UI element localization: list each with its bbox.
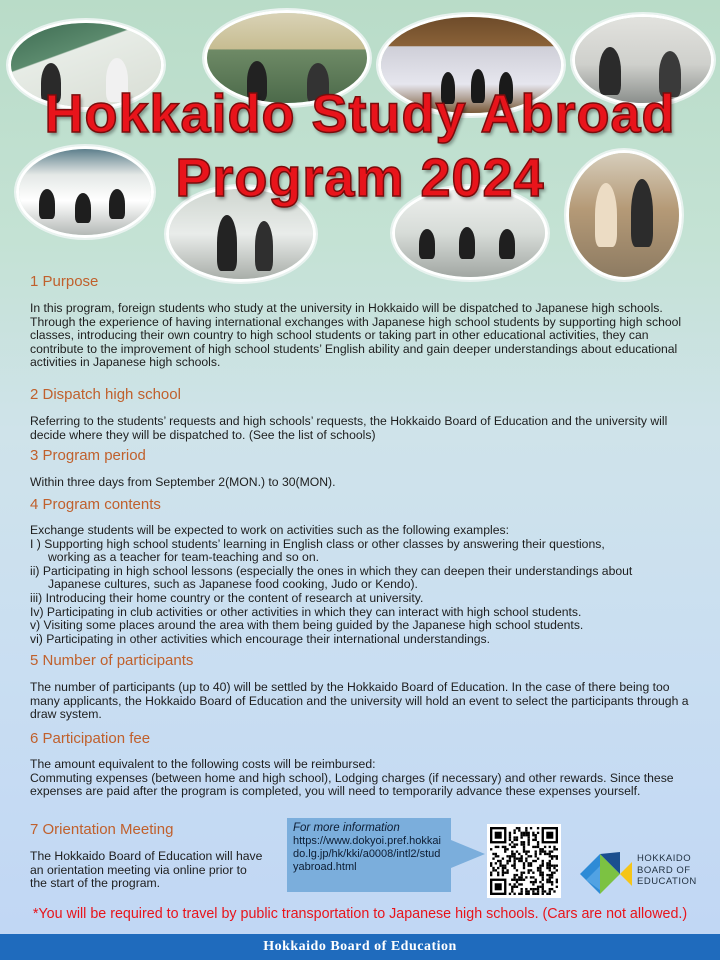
page-title-line-2: Program 2024 [175,148,545,208]
qr-code-pattern [490,827,558,895]
info-pointer-arrow [451,840,485,868]
contents-item-4: Iv) Participating in club activities or other activities in which they can interact with high school students. [30,604,582,619]
page-title-line-1: Hokkaido Study Abroad [44,84,676,144]
section-heading-orientation: 7 Orientation Meeting [30,821,174,838]
logo-text-line-2: BOARD OF [637,864,691,876]
contents-item-2: ii) Participating in high school lessons (especially the ones in which they can deepen their understandings about [30,563,633,578]
more-info-label: For more information [293,822,400,834]
contents-item-3: iii) Introducing their home country or the content of research at university. [30,590,424,605]
section-heading-participants: 5 Number of participants [30,652,194,669]
section-heading-purpose: 1 Purpose [30,273,99,290]
section-heading-dispatch: 2 Dispatch high school [30,386,181,403]
section-body-dispatch: Referring to the students’ requests and high schools’ requests, the Hokkaido Board of Education and the university will decide where they will be dispatched to. (See the list of schools) [30,414,668,442]
section-body-participants: The number of participants (up to 40) will be settled by the Hokkaido Board of Education. In the case of there being too many applicants, the Hokkaido Board of Education and the university will hold an event to select the participants through a draw system. [30,680,689,722]
section-body-fee [30,758,695,799]
contents-item-5: v) Visiting some places around the area with them being guided by the Japanese high school students. [30,618,584,633]
footer-bar: Hokkaido Board of Education [0,934,720,960]
fee-line-2: Commuting expenses (between home and high school), Lodging charges (if necessary) and other rewards. Since these expenses are paid after the program is completed, you will need to temporarily advance these expenses yourself. [30,770,674,799]
section-body-orientation: The Hokkaido Board of Education will have an orientation meeting via online prior to the start of the program. [30,849,263,891]
contents-item-2-cont: Japanese cultures, such as Japanese food cooking, Judo or Kendo). [48,577,418,592]
contents-item-6: vi) Participating in other activities which encourage their international understandings. [30,631,490,646]
logo-text-line-3: EDUCATION [637,876,697,887]
contents-item-1-cont: working as a teacher for team-teaching and so on. [48,550,319,565]
section-body-purpose: In this program, foreign students who study at the university in Hokkaido will be dispatched to Japanese high schools. Through the experience of having international exchanges with Japanese high school students by supporting high school classes, introducing their own country to high school students or taking part in other educational activities, they can contribute to the improvement of high school students’ English ability and gain deeper understandings about educational activities in Japanese high schools. [30,301,682,370]
fee-line-1: The amount equivalent to the following costs will be reimbursed: [30,757,376,771]
transport-notice: *You will be required to travel by public transportation to Japanese high schools. (Cars are not allowed.) [32,906,688,922]
more-info-url[interactable]: https://www.dokyoi.pref.hokkaido.lg.jp/hk/kki/a0008/intl2/studyabroad.html [293,835,441,873]
hokkaido-board-logo-icon [578,846,634,896]
section-body-period: Within three days from September 2(MON.) to 30(MON). [30,475,336,489]
contents-intro: Exchange students will be expected to work on activities such as the following examples: [30,523,509,537]
section-heading-contents: 4 Program contents [30,496,161,513]
more-info-box [287,818,451,892]
section-heading-period: 3 Program period [30,447,146,464]
qr-code[interactable] [487,824,561,898]
contents-item-1: I ) Supporting high school students’ learning in English class or other classes by answering their questions, [30,536,605,551]
logo-text-line-1: HOKKAIDO [637,853,692,864]
section-heading-fee: 6 Participation fee [30,730,151,747]
section-body-contents [30,524,695,646]
logo-text [637,853,697,888]
